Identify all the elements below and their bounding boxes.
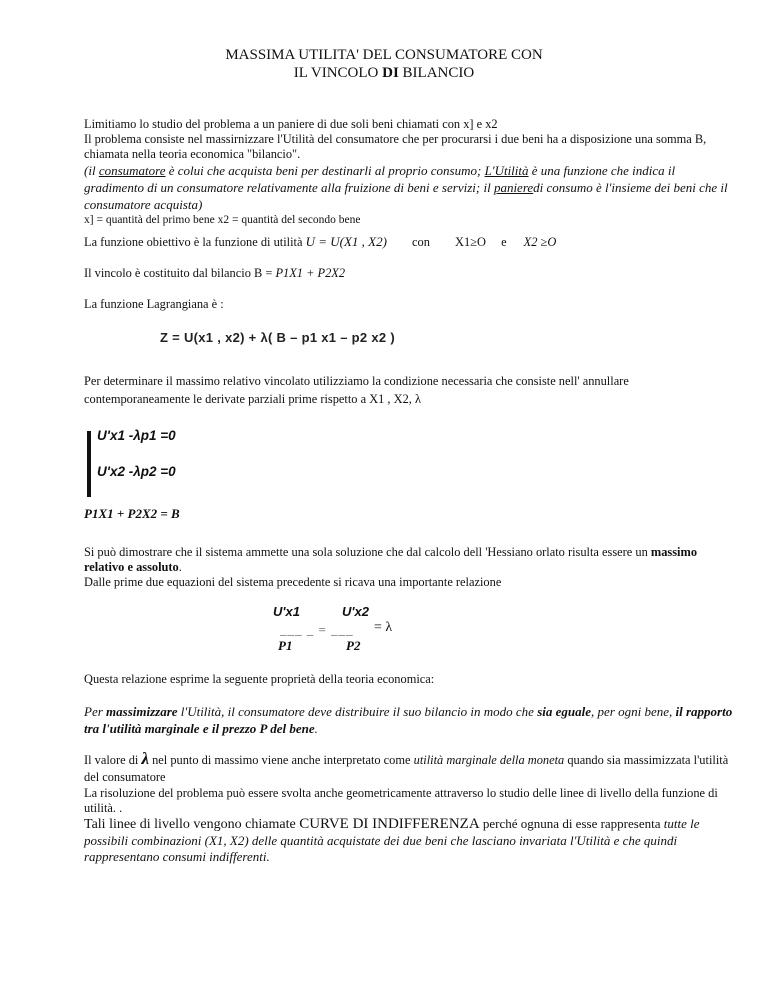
closing-text-a: Il valore di	[84, 753, 142, 767]
closing-paragraph-2: La risoluzione del problema può essere svolta anche geometricamente attraverso lo studio delle linee di livello della funzione di utilità. .	[84, 786, 718, 815]
intro-paragraph-1: Limitiamo lo studio del problema a un paniere di due soli beni chiamati con x] e x2	[84, 117, 498, 131]
title-line-2-part-c: BILANCIO	[398, 65, 475, 81]
closing-paragraph-1	[84, 750, 734, 786]
closing-p3-c: perché ognuna di esse rappresenta	[479, 815, 664, 831]
ratio-equals-lambda: = λ	[374, 620, 393, 635]
intro-definitions	[84, 162, 734, 213]
intro-quantities: x] = quantità del primo bene x2 = quantità del secondo bene	[84, 214, 361, 227]
system-equation-2: U'x2 -λp2 =0	[97, 464, 176, 479]
property-c: l'Utilità, il consumatore deve distribuire il suo bilancio in modo che	[177, 704, 538, 719]
lagrangian-label: La funzione Lagrangiana è :	[84, 297, 224, 311]
ratio-numerator-2: U'x2	[342, 604, 369, 619]
title-line-2-part-b: DI	[382, 65, 399, 81]
closing-text-d: quando sia massimizzata l'utilità del consumatore	[84, 753, 729, 784]
property-intro: Questa relazione esprime la seguente proprietà della teoria economica:	[84, 672, 435, 686]
objective-and: e	[501, 235, 507, 249]
condition-paragraph: Per determinare il massimo relativo vincolato utilizziamo la condizione necessaria che consiste nell' annullare contemporaneamente le derivate parziali prime rispetto a X1 , X2, λ	[84, 374, 629, 406]
def-utilita: L'Utilità	[484, 163, 529, 179]
objective-con: con	[412, 235, 430, 249]
system-brace	[87, 431, 91, 497]
solution-paragraph-1	[84, 545, 734, 575]
objective-line	[84, 235, 734, 250]
objective-condition-2: X2 ≥O	[523, 235, 557, 249]
solution-paragraph-2: Dalle prime due equazioni del sistema precedente si ricava una importante relazione	[84, 574, 502, 589]
system-equation-3: P1X1 + P2X2 = B	[84, 506, 180, 521]
title-line-2-part-a: IL VINCOLO	[293, 65, 383, 81]
def-utilita-text: è una funzione che indica il gradimento di un consumatore relativamente alla fruizione di beni e servizi; il	[84, 163, 676, 196]
intro-paragraph-2: Il problema consiste nel massirnizzare l'Utilità del consumatore che per procurarsi i due beni ha a disposizione una somma B, chiamata nella teoria economica "bilancio".	[84, 131, 707, 161]
property-rapporto: il rapporto tra l'utilità marginale e il prezzo P del bene	[84, 704, 733, 736]
lagrangian-formula: Z = U(x1 , x2) + λ( B – p1 x1 – p2 x2 )	[160, 330, 395, 345]
ratio-denominator-1: P1	[278, 638, 293, 653]
solution-section	[84, 545, 734, 589]
objective-condition-1: X1≥O	[455, 235, 486, 249]
lambda-symbol: λ	[141, 749, 150, 768]
def-consumatore-text: è colui che acquista beni per destinarli al proprio consumo;	[165, 163, 485, 179]
intro-section	[84, 117, 734, 228]
closing-marginal-utility: utilità marginale della moneta	[413, 753, 565, 767]
ratio-denominator-2: P2	[346, 638, 361, 653]
system-equation-1: U'x1 -λp1 =0	[97, 428, 176, 443]
property-g: .	[314, 721, 318, 736]
def-consumatore: consumatore	[98, 163, 166, 179]
closing-section	[84, 750, 734, 865]
closing-p3-a: Tali linee di livello vengono chiamate	[84, 816, 300, 832]
property-massimizzare: massimizzare	[106, 704, 178, 719]
closing-paragraph-3	[84, 816, 734, 865]
property-sia-eguale: sia eguale	[537, 704, 591, 719]
solution-text-c: .	[178, 559, 182, 574]
property-e: , per ogni bene,	[591, 704, 676, 719]
title-line-1: MASSIMA UTILITA' DEL CONSUMATORE CON	[225, 47, 543, 63]
title-line-2	[0, 64, 768, 82]
objective-formula: U = U(X1 , X2)	[305, 234, 387, 249]
constraint-text: Il vincolo è costituito dal bilancio B =	[84, 266, 276, 280]
def-paniere: paniere	[493, 180, 534, 196]
objective-text: La funzione obiettivo è la funzione di utilità	[84, 235, 306, 249]
ratio-fraction-lines: ___ _ = ___	[280, 622, 354, 637]
property-a: Per	[84, 704, 107, 719]
def-paniere-text: di consumo è l'insieme dei beni che il consumatore acquista)	[84, 180, 728, 213]
def-open: (il	[84, 163, 99, 179]
solution-text-a: Si può dimostrare che il sistema ammette una sola soluzione che dal calcolo dell 'Hessiano orlato risulta essere un	[84, 545, 651, 559]
indifference-curves-label: CURVE DI INDIFFERENZA	[299, 815, 480, 832]
ratio-numerator-1: U'x1	[273, 604, 300, 619]
constraint-formula: P1X1 + P2X2	[275, 266, 346, 280]
property-statement	[84, 703, 734, 737]
closing-text-b: nel punto di massimo viene anche interpretato come	[149, 753, 414, 767]
constraint-line	[84, 266, 734, 281]
solution-max-label: massimo relativo e assoluto	[84, 545, 698, 574]
closing-p3-d: tutte le possibili combinazioni (X1, X2) delle quantità acquistate dei due beni che lasciano invariata l'Utilità e che quindi rappresentano consumi indifferenti.	[84, 815, 700, 864]
